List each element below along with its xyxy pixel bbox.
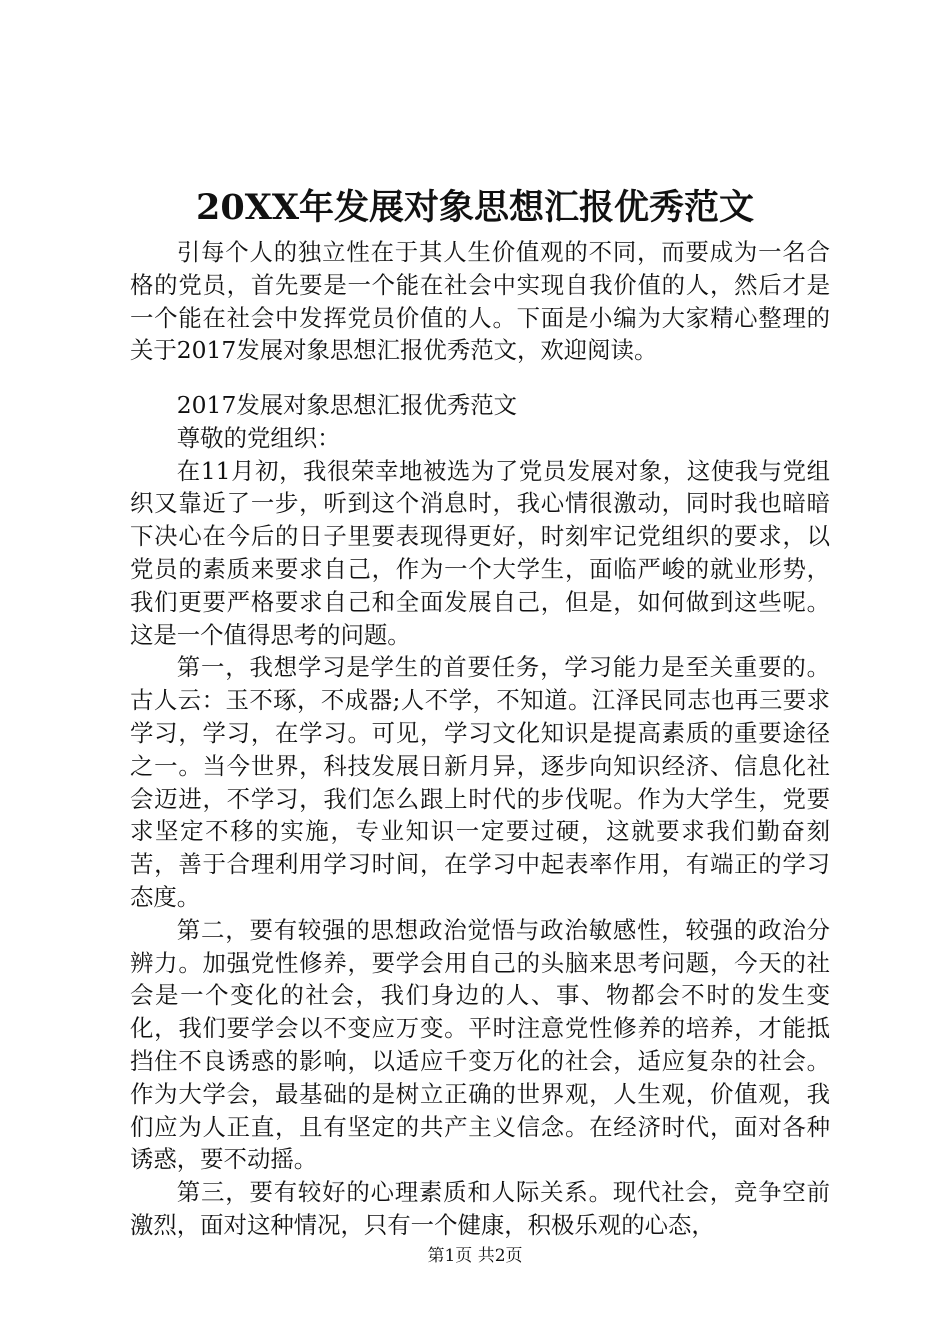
intro-paragraph: 引每个人的独立性在于其人生价值观的不同，而要成为一名合格的党员，首先要是一个能在社会中实现自我价值的人，然后才是一个能在社会中发挥党员价值的人。下面是小编为大家精心整理的关于2017发展对象思想汇报优秀范文，欢迎阅读。 [130, 238, 830, 365]
main-section [130, 389, 830, 1242]
body-paragraph: 第一，我想学习是学生的首要任务，学习能力是至关重要的。古人云：玉不琢，不成器;人不学，不知道。江泽民同志也再三要求学习，学习，在学习。可见，学习文化知识是提高素质的重要途径之一。当今世界，科技发展日新月异，逐步向知识经济、信息化社会迈进，不学习，我们怎么跟上时代的步伐呢。作为大学生，党要求坚定不移的实施，专业知识一定要过硬，这就要求我们勤奋刻苦，善于合理利用学习时间，在学习中起表率作用，有端正的学习态度。 [130, 653, 830, 911]
body-paragraph: 在11月初，我很荣幸地被选为了党员发展对象，这使我与党组织又靠近了一步，听到这个消息时，我心情很激动，同时我也暗暗下决心在今后的日子里要表现得更好，时刻牢记党组织的要求，以党员的素质来要求自己，作为一个大学生，面临严峻的就业形势，我们更要严格要求自己和全面发展自己，但是，如何做到这些呢。这是一个值得思考的问题。 [130, 456, 830, 649]
body-paragraph: 第二，要有较强的思想政治觉悟与政治敏感性，较强的政治分辨力。加强党性修养，要学会用自己的头脑来思考问题，今天的社会是一个变化的社会，我们身边的人、事、物都会不时的发生变化，我们要学会以不变应万变。平时注意党性修养的培养，才能抵挡住不良诱惑的影响，以适应千变万化的社会，适应复杂的社会。作为大学会，最基础的是树立正确的世界观，人生观，价值观，我们应为人正直，且有坚定的共产主义信念。在经济时代，面对各种诱惑，要不动摇。 [130, 915, 830, 1174]
document-subtitle: 2017发展对象思想汇报优秀范文 [176, 391, 518, 419]
page-footer: 第1页 共2页 [427, 1246, 523, 1266]
salutation: 尊敬的党组织： [176, 423, 341, 452]
body-paragraph: 第三，要有较好的心理素质和人际关系。现代社会，竞争空前激烈，面对这种情况，只有一个健康，积极乐观的心态， [130, 1178, 830, 1239]
document-title: 20XX年发展对象思想汇报优秀范文 [195, 187, 755, 228]
intro-section [130, 236, 830, 367]
